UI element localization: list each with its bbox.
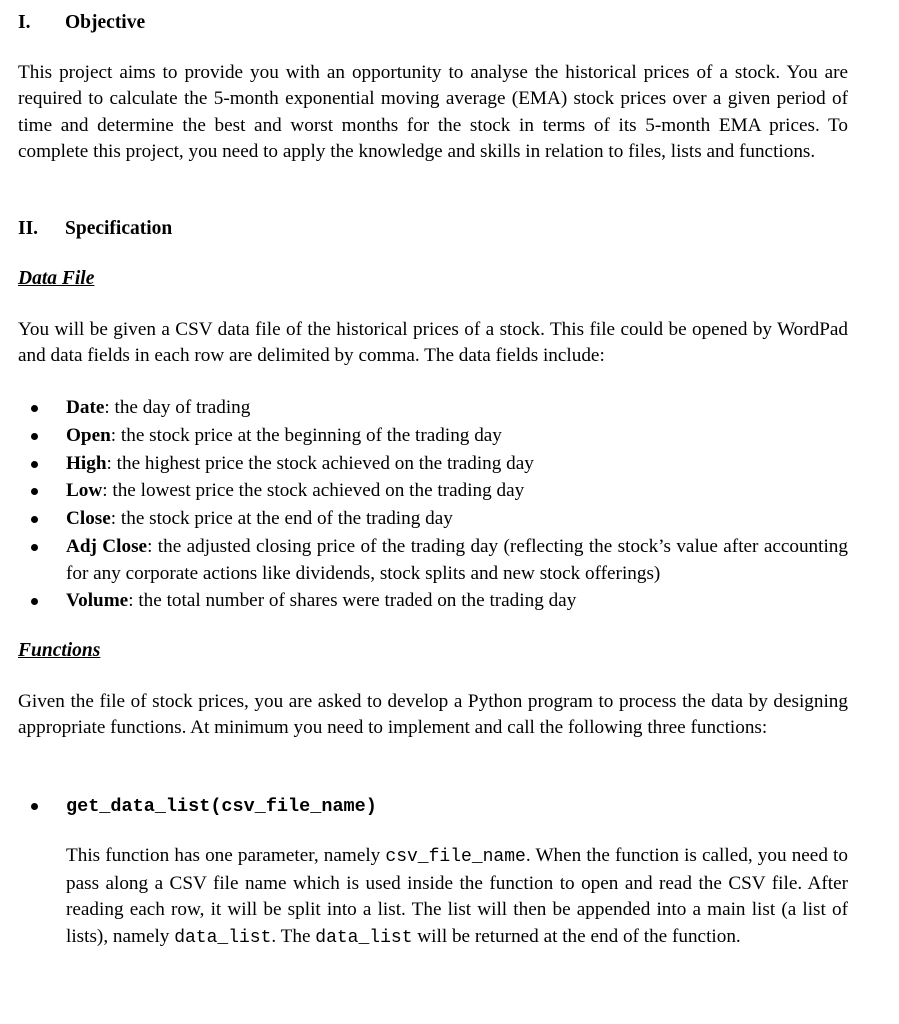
list-item: Adj Close: the adjusted closing price of the trading day (reflecting the stock’s value after accounting for any corporate actions like dividends, stock splits and new stock offerings) [18, 533, 848, 587]
list-item: Date: the day of trading [18, 394, 848, 422]
list-item: High: the highest price the stock achieved on the trading day [18, 450, 848, 478]
variable-name: data_list [315, 927, 413, 948]
param-name: csv_file_name [385, 847, 526, 867]
section-title: Specification [65, 218, 173, 239]
functions-heading: Functions [18, 640, 101, 661]
list-item: Volume: the total number of shares were traded on the trading day [18, 587, 848, 615]
variable-name: data_list [174, 927, 272, 948]
section-number: I. [18, 12, 31, 33]
list-item: Low: the lowest price the stock achieved on the trading day [18, 477, 848, 505]
functions-intro: Given the file of stock prices, you are asked to develop a Python program to process the data by designing appropriate functions. At minimum you need to implement and call the following three functions: [18, 691, 848, 739]
data-fields-list [18, 394, 848, 615]
specification-heading [18, 218, 172, 240]
function-signature-item [18, 795, 896, 817]
function-description: This function has one parameter, namely csv_file_name. When the function is called, you need to pass along a CSV file name which is used inside the function to open and read the CSV file. After reading each row, it will be split into a list. The list will then be appended into a main list (a list of lists), namely data_list. The data_list will be returned at the end of the function. [66, 845, 848, 948]
objective-paragraph: This project aims to provide you with an opportunity to analyse the historical prices of a stock. You are required to calculate the 5-month exponential moving average (EMA) stock prices over a given period of time and determine the best and worst months for the stock in terms of its 5-month EMA prices. To complete this project, you need to apply the knowledge and skills in relation to files, lists and functions. [18, 62, 848, 162]
data-file-heading: Data File [18, 268, 95, 289]
function-signature: get_data_list(csv_file_name) [66, 796, 377, 817]
list-item: Open: the stock price at the beginning of the trading day [18, 422, 848, 450]
section-number: II. [18, 218, 39, 239]
objective-heading [18, 12, 145, 34]
section-title: Objective [65, 12, 146, 33]
list-item: Close: the stock price at the end of the trading day [18, 505, 848, 533]
data-file-intro: You will be given a CSV data file of the historical prices of a stock. This file could be opened by WordPad and data fields in each row are delimited by comma. The data fields include: [18, 319, 848, 367]
